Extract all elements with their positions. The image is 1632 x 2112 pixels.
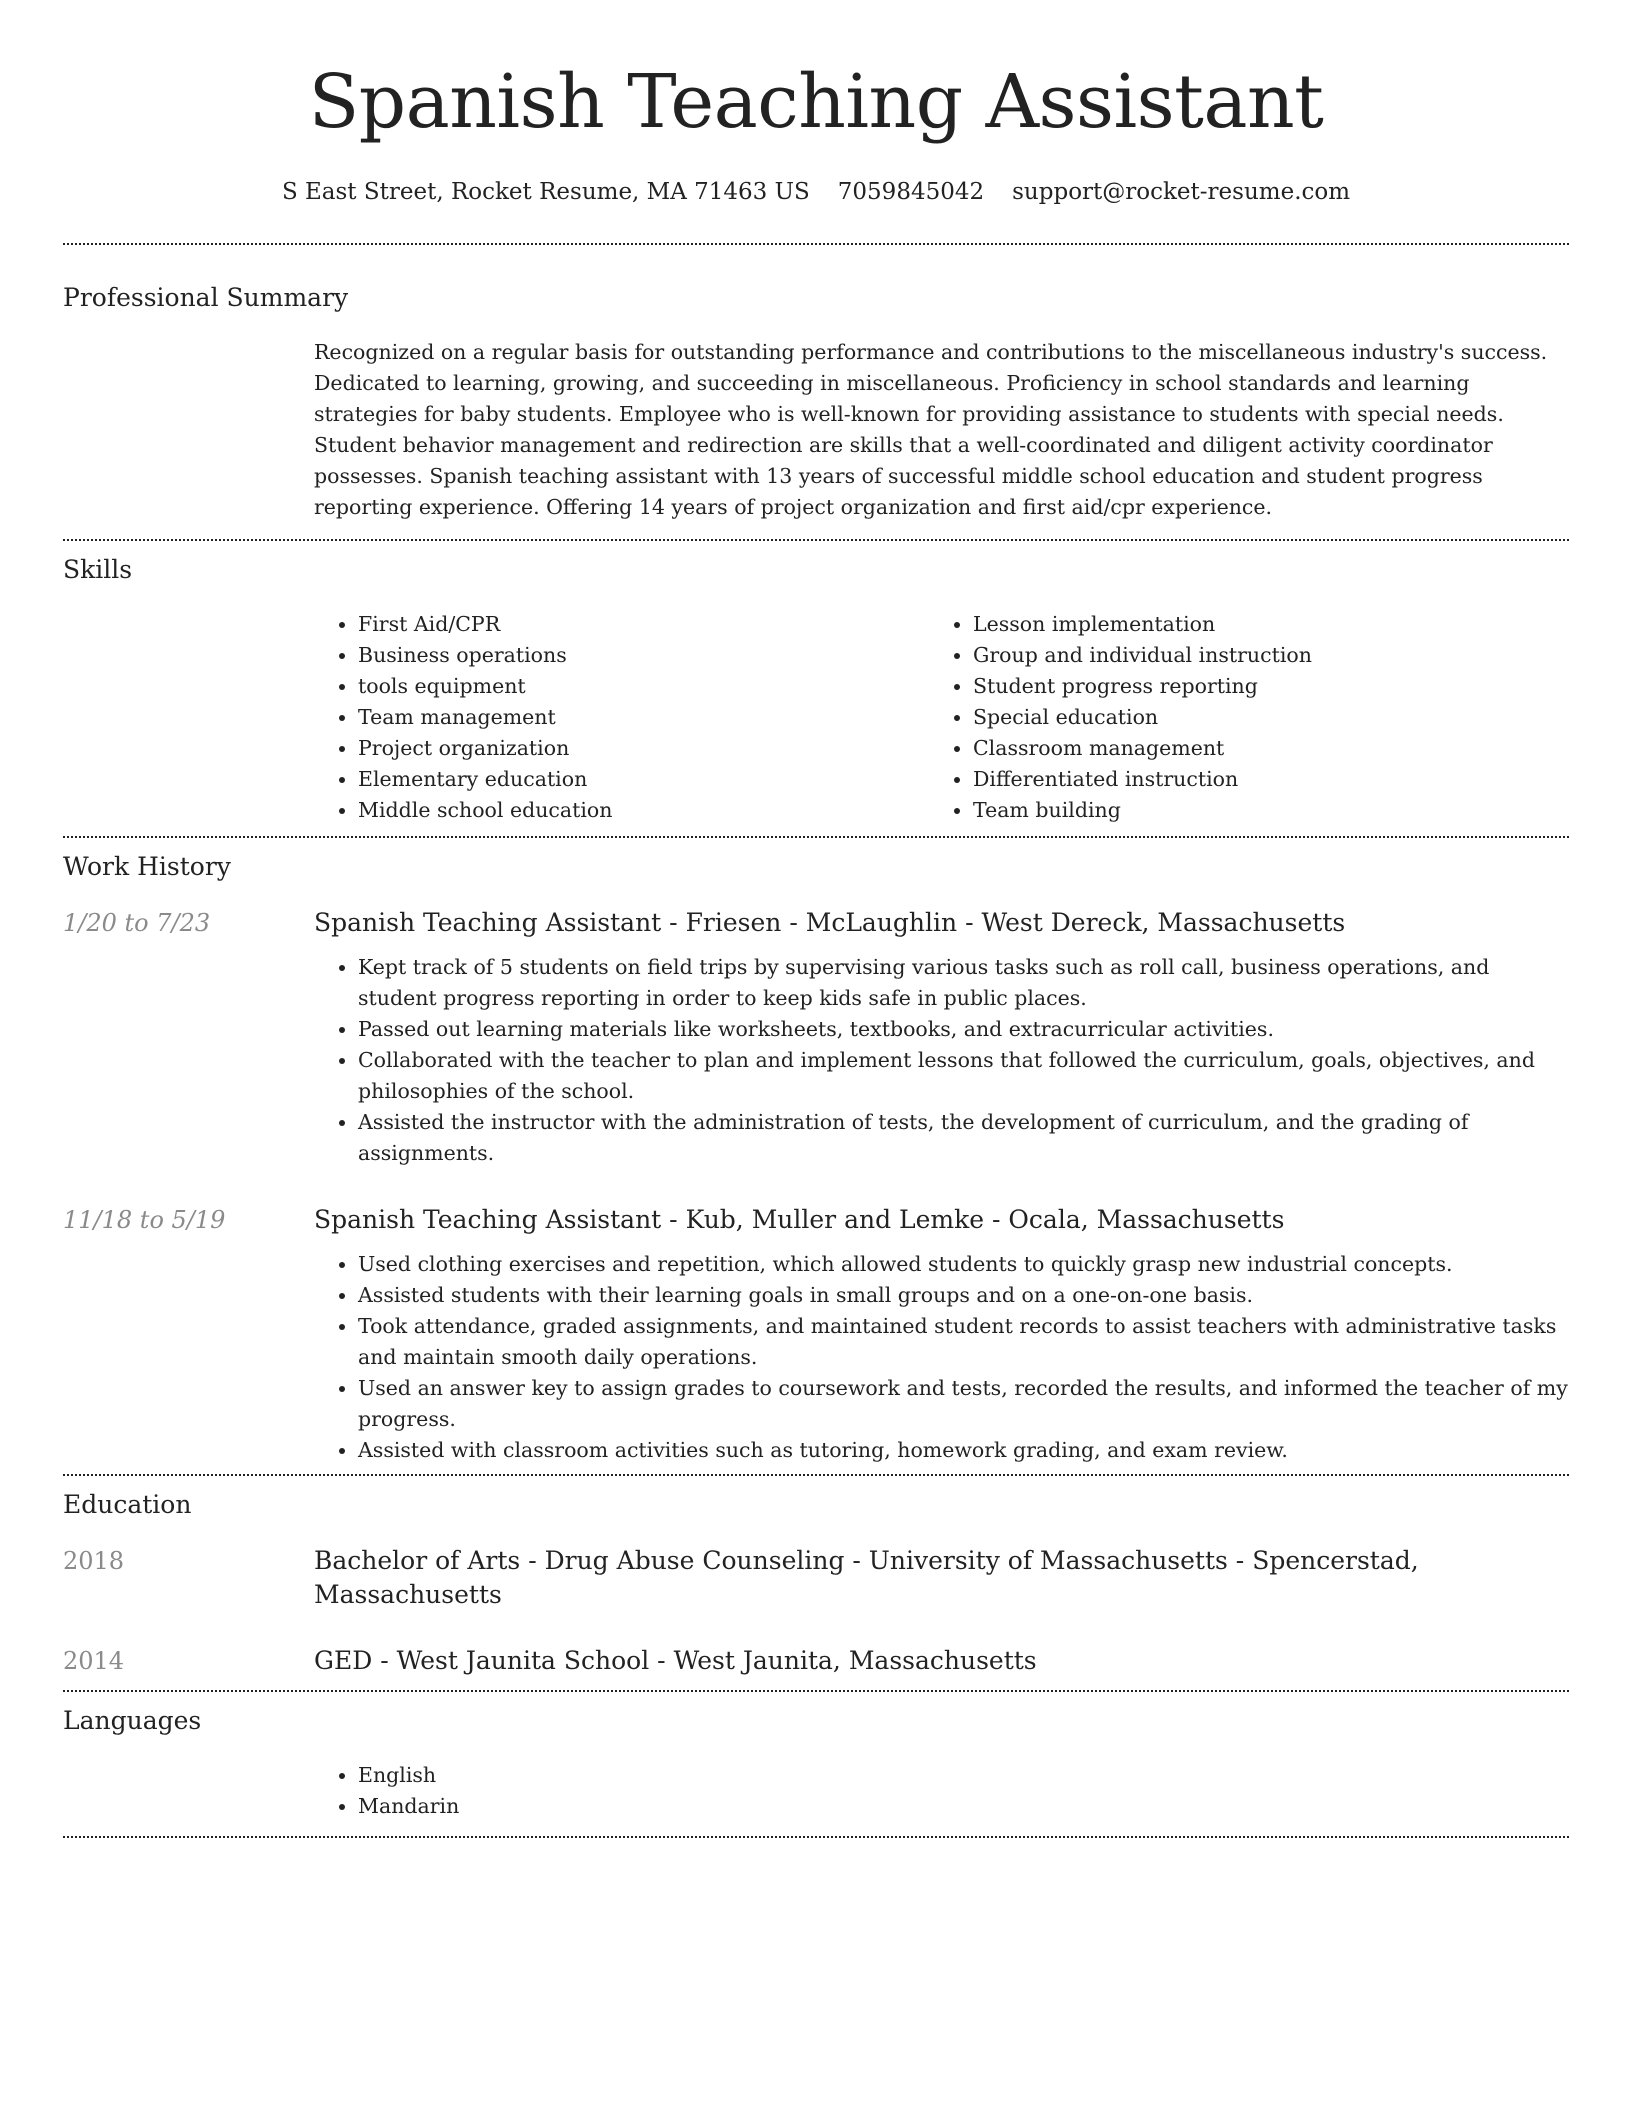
job-dates: 1/20 to 7/23 — [63, 909, 211, 937]
job-bullet: • Collaborated with the teacher to plan and implement lessons that followed the curriculum, goals, objectives, and philosophies of the school. — [358, 1045, 1569, 1107]
job-bullet: • Used clothing exercises and repetition, which allowed students to quickly grasp new industrial concepts. — [358, 1249, 1569, 1280]
job-heading: Spanish Teaching Assistant - Friesen - McLaughlin - West Dereck, Massachusetts — [314, 908, 1346, 937]
job-entry — [63, 1203, 1569, 1466]
contact-email: support@rocket-resume.com — [1012, 179, 1351, 205]
summary-section — [63, 281, 1569, 523]
job-bullet: • Assisted the instructor with the administration of tests, the development of curriculum, and the grading of assignments. — [358, 1107, 1569, 1169]
job-bullet: • Used an answer key to assign grades to coursework and tests, recorded the results, and informed the teacher of my progress. — [358, 1373, 1569, 1435]
job-bullet: • Assisted with classroom activities such as tutoring, homework grading, and exam review. — [358, 1435, 1569, 1466]
section-divider — [63, 836, 1569, 838]
job-bullets — [314, 1249, 1569, 1466]
section-divider — [63, 1690, 1569, 1692]
languages-section — [63, 1704, 1569, 1822]
contact-phone: 7059845042 — [837, 179, 985, 205]
skill-item: • Team building — [973, 795, 1544, 826]
education-section — [63, 1488, 1569, 1678]
job-header — [63, 906, 1569, 940]
job-bullet: • Assisted students with their learning goals in small groups and on a one-on-one basis. — [358, 1280, 1569, 1311]
section-divider — [63, 539, 1569, 541]
education-title: Education — [63, 1490, 192, 1519]
job-bullets — [314, 952, 1569, 1169]
skill-item: • Elementary education — [358, 764, 929, 795]
summary-title: Professional Summary — [63, 283, 349, 312]
skill-item: • Student progress reporting — [973, 671, 1544, 702]
education-entry — [63, 1544, 1569, 1612]
section-divider — [63, 1836, 1569, 1838]
skills-title: Skills — [63, 555, 133, 584]
education-year: 2018 — [63, 1547, 125, 1575]
summary-text: Recognized on a regular basis for outstanding performance and contributions to the miscellaneous industry's success. Dedicated to learning, growing, and succeeding in miscellaneous. Proficiency in school standards and learning strategies for baby students. Employee who is well-known for providing assistance to students with special needs. Student behavior management and redirection are skills that a well-coordinated and diligent activity coordinator possesses. Spanish teaching assistant with 13 years of successful middle school education and student progress reporting experience. Offering 14 years of project organization and first aid/cpr experience. — [314, 340, 1548, 519]
skill-item: • Differentiated instruction — [973, 764, 1544, 795]
job-heading: Spanish Teaching Assistant - Kub, Muller and Lemke - Ocala, Massachusetts — [314, 1205, 1285, 1234]
work-title: Work History — [63, 852, 231, 881]
education-text: Bachelor of Arts - Drug Abuse Counseling - University of Massachusetts - Spencerstad, Massachusetts — [314, 1546, 1419, 1609]
education-text: GED - West Jaunita School - West Jaunita, Massachusetts — [314, 1646, 1037, 1675]
contact-address: S East Street, Rocket Resume, MA 71463 US — [281, 179, 810, 205]
resume-name: Spanish Teaching Assistant — [308, 59, 1324, 145]
section-divider — [63, 243, 1569, 245]
contact-line — [63, 176, 1569, 208]
job-bullet: • Passed out learning materials like worksheets, textbooks, and extracurricular activities. — [358, 1014, 1569, 1045]
skill-item: • tools equipment — [358, 671, 929, 702]
section-divider — [63, 1474, 1569, 1476]
languages-title: Languages — [63, 1706, 202, 1735]
language-item: • Mandarin — [358, 1791, 1569, 1822]
job-header — [63, 1203, 1569, 1237]
skills-list-right — [929, 609, 1544, 826]
work-section — [63, 850, 1569, 1466]
skill-item: • Project organization — [358, 733, 929, 764]
job-dates: 11/18 to 5/19 — [63, 1206, 226, 1234]
education-entry — [63, 1644, 1569, 1678]
skill-item: • Lesson implementation — [973, 609, 1544, 640]
skills-section — [63, 553, 1569, 826]
education-year: 2014 — [63, 1647, 125, 1675]
languages-list — [314, 1760, 1569, 1822]
language-item: • English — [358, 1760, 1569, 1791]
skill-item: • Middle school education — [358, 795, 929, 826]
job-bullet: • Kept track of 5 students on field trips by supervising various tasks such as roll call, business operations, and student progress reporting in order to keep kids safe in public places. — [358, 952, 1569, 1014]
skill-item: • Group and individual instruction — [973, 640, 1544, 671]
skill-item: • Team management — [358, 702, 929, 733]
skills-list-left — [314, 609, 929, 826]
skill-item: • Business operations — [358, 640, 929, 671]
skill-item: • First Aid/CPR — [358, 609, 929, 640]
job-bullet: • Took attendance, graded assignments, and maintained student records to assist teachers with administrative tasks and maintain smooth daily operations. — [358, 1311, 1569, 1373]
skill-item: • Classroom management — [973, 733, 1544, 764]
job-entry — [63, 906, 1569, 1169]
skill-item: • Special education — [973, 702, 1544, 733]
skills-columns — [314, 609, 1569, 826]
